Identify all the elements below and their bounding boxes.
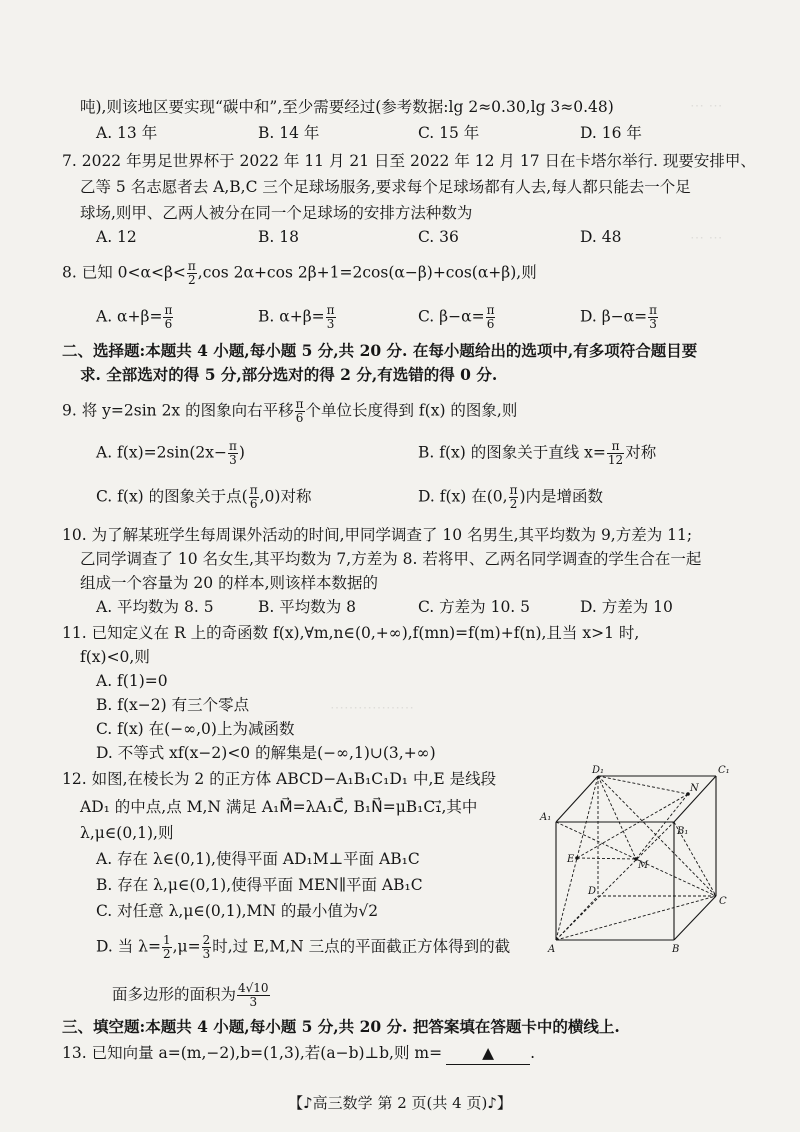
line-a-c — [556, 896, 716, 940]
q8-option-a — [96, 304, 174, 331]
opt-pre: B. f(x) 的图象关于直线 x= — [418, 443, 606, 462]
frac-den: 3 — [202, 947, 211, 961]
opt-pre: D. 当 λ= — [96, 937, 161, 956]
q9-stem-post: 个单位长度得到 f(x) 的图象,则 — [305, 401, 518, 420]
q11-line-2: f(x)<0,则 — [80, 648, 150, 666]
opt-pre: B. α+β= — [258, 307, 325, 326]
label-e: E — [567, 854, 575, 865]
q13-stem — [62, 1042, 535, 1065]
label-b: B — [672, 944, 680, 955]
q7-line-3: 球场,则甲、乙两人被分在同一个足球场的安排方法种数为 — [80, 204, 473, 222]
opt-pre: D. β−α= — [580, 307, 648, 326]
q7-option-c: C. 36 — [418, 228, 459, 246]
q6-option-a: A. 13 年 — [96, 124, 158, 142]
opt-fraction — [648, 304, 658, 331]
page-footer: 【♪高三数学 第 2 页(共 4 页)♪】 — [288, 1094, 512, 1112]
q12-option-c: C. 对任意 λ,μ∈(0,1),MN 的最小值为√2 — [96, 902, 379, 920]
frac-num: π — [164, 303, 173, 317]
opt-fraction-lambda — [162, 934, 172, 961]
q7-option-d: D. 48 — [580, 228, 622, 246]
line-e-m — [577, 858, 636, 859]
opt-fraction — [249, 484, 259, 511]
opt-fraction — [163, 304, 173, 331]
q10-option-a: A. 平均数为 8. 5 — [96, 598, 214, 616]
frac-den: 3 — [649, 317, 657, 331]
frac-den: 3 — [249, 995, 258, 1009]
frac-num: 1 — [162, 933, 171, 947]
label-d1: D₁ — [592, 765, 605, 776]
label-m: M — [638, 860, 649, 871]
q9-option-b — [418, 440, 656, 467]
q7-line-1: 7. 2022 年男足世界杯于 2022 年 11 月 21 日至 2022 年 12 月 17 日在卡塔尔举行. 现要安排甲、 — [62, 152, 756, 170]
q9-fraction — [295, 398, 305, 425]
line-d1-c — [598, 776, 716, 896]
q10-option-d: D. 方差为 10 — [580, 598, 673, 616]
opt-post: 时,过 E,M,N 三点的平面截正方体得到的截 — [212, 937, 511, 956]
opt-pre: 面多边形的面积为 — [112, 985, 237, 1004]
label-a: A — [548, 944, 556, 955]
label-b1: B₁ — [677, 826, 689, 837]
opt-post: 对称 — [625, 443, 657, 462]
cube-figure — [538, 764, 734, 964]
opt-fraction — [486, 304, 496, 331]
label-n: N — [690, 783, 699, 794]
frac-num: π — [295, 397, 304, 411]
frac-den: 12 — [607, 453, 624, 467]
q11-option-b: B. f(x−2) 有三个零点 — [96, 696, 250, 714]
frac-num: π — [326, 303, 335, 317]
q11-option-c: C. f(x) 在(−∞,0)上为减函数 — [96, 720, 295, 738]
line-e-n — [577, 794, 688, 858]
opt-fraction — [326, 304, 336, 331]
q12-line-3: λ,μ∈(0,1),则 — [80, 824, 174, 842]
frac-num: π — [249, 483, 258, 497]
q12-line-1: 12. 如图,在棱长为 2 的正方体 ABCD−A₁B₁C₁D₁ 中,E 是线段 — [62, 770, 497, 788]
frac-den: 2 — [188, 273, 196, 287]
q6-text: 吨),则该地区要实现“碳中和”,至少需要经过(参考数据:lg 2≈0.30,lg 3≈0.48) — [80, 98, 614, 116]
bleed-through: ⋯ ⋯ — [690, 98, 723, 114]
q9-option-c — [96, 484, 311, 511]
frac-num: 2 — [202, 933, 211, 947]
q12-option-d — [96, 934, 510, 961]
frac-den: 2 — [509, 497, 518, 511]
edge-b-c — [674, 896, 716, 940]
q6-option-b: B. 14 年 — [258, 124, 320, 142]
q8-stem-post: ,cos 2α+cos 2β+1=2cos(α−β)+cos(α+β),则 — [197, 263, 537, 282]
section3-heading: 三、填空题:本题共 4 小题,每小题 5 分,共 20 分. 把答案填在答题卡中的横线上. — [62, 1017, 620, 1036]
q8-fraction — [187, 260, 197, 287]
q11-option-d: D. 不等式 xf(x−2)<0 的解集是(−∞,1)∪(3,+∞) — [96, 744, 436, 762]
q11-option-a: A. f(1)=0 — [96, 672, 168, 690]
bleed-through: ⋯ ⋯ — [690, 230, 723, 246]
label-a1: A₁ — [540, 812, 552, 823]
q9-option-d — [418, 484, 603, 511]
opt-fraction-mu — [202, 934, 212, 961]
opt-pre: D. f(x) 在(0, — [418, 487, 508, 506]
q7-option-b: B. 18 — [258, 228, 299, 246]
q10-line-2: 乙同学调查了 10 名女生,其平均数为 7,方差为 8. 若将甲、乙两名同学调查的学生合在一起 — [80, 550, 702, 568]
q6-option-c: C. 15 年 — [418, 124, 480, 142]
opt-pre: A. α+β= — [96, 307, 163, 326]
frac-den: 3 — [229, 453, 237, 467]
opt-fraction — [228, 440, 238, 467]
q10-line-3: 组成一个容量为 20 的样本,则该样本数据的 — [80, 574, 379, 592]
opt-fraction — [509, 484, 519, 511]
section2-heading-line-1: 二、选择题:本题共 4 小题,每小题 5 分,共 20 分. 在每小题给出的选项中,有多项符合题目要 — [62, 341, 698, 360]
frac-den: 3 — [326, 317, 335, 331]
opt-post: )内是增函数 — [519, 487, 604, 506]
q7-option-a: A. 12 — [96, 228, 137, 246]
frac-den: 2 — [162, 947, 171, 961]
opt-fraction — [607, 440, 624, 467]
label-c1: C₁ — [718, 765, 730, 776]
label-d: D — [588, 886, 597, 897]
opt-pre: C. β−α= — [418, 307, 485, 326]
frac-num: π — [229, 439, 237, 453]
q10-option-c: C. 方差为 10. 5 — [418, 598, 531, 616]
opt-post: ) — [238, 443, 245, 462]
q13-stem-pre: 13. 已知向量 a=(m,−2),b=(1,3),若(a−b)⊥b,则 m= — [62, 1044, 443, 1062]
frac-num: π — [607, 440, 624, 454]
point-e — [575, 856, 579, 860]
opt-post: ,0)对称 — [259, 487, 312, 506]
line-a-b1 — [556, 822, 674, 940]
frac-num: 4√10 — [238, 981, 269, 995]
q10-option-b: B. 平均数为 8 — [258, 598, 357, 616]
opt-mid: ,μ= — [172, 937, 201, 956]
frac-num: π — [187, 259, 196, 273]
section2-heading-line-2: 求. 全部选对的得 5 分,部分选对的得 2 分,有选错的得 0 分. — [80, 365, 498, 384]
q13-stem-post: . — [530, 1044, 536, 1062]
q9-stem — [62, 398, 517, 425]
q10-line-1: 10. 为了解某班学生每周课外活动的时间,甲同学调查了 10 名男生,其平均数为 9,方差为 11; — [62, 526, 693, 544]
frac-den: 6 — [295, 411, 304, 425]
q12-option-b: B. 存在 λ,μ∈(0,1),使得平面 MEN∥平面 AB₁C — [96, 876, 423, 894]
q8-stem-pre: 8. 已知 0<α<β< — [62, 263, 186, 282]
frac-num: π — [649, 303, 658, 317]
frac-den: 6 — [164, 317, 173, 331]
bleed-through: ⋯⋯⋯⋯⋯⋯ — [330, 700, 414, 716]
q8-option-c — [418, 304, 496, 331]
q9-option-a — [96, 440, 245, 467]
opt-pre: A. f(x)=2sin(2x− — [96, 443, 228, 462]
q13-answer-blank: ▲ — [446, 1042, 530, 1065]
q12-option-d-line-2 — [112, 982, 271, 1009]
frac-num: π — [486, 303, 495, 317]
label-c: C — [719, 896, 727, 907]
q8-option-b — [258, 304, 337, 331]
q7-line-2: 乙等 5 名志愿者去 A,B,C 三个足球场服务,要求每个足球场都有人去,每人都只能去一个足 — [80, 178, 691, 196]
q11-line-1: 11. 已知定义在 R 上的奇函数 f(x),∀m,n∈(0,+∞),f(mn)=f(m)+f(n),且当 x>1 时, — [62, 624, 640, 642]
edge-a-d-hidden — [556, 896, 598, 940]
frac-den: 6 — [249, 497, 258, 511]
line-d1-n — [598, 776, 688, 794]
opt-fraction-area — [237, 982, 270, 1009]
q6-option-d: D. 16 年 — [580, 124, 642, 142]
q8-option-d — [580, 304, 659, 331]
line-d1-m — [598, 776, 636, 859]
q9-stem-pre: 9. 将 y=2sin 2x 的图象向右平移 — [62, 401, 294, 420]
q12-option-a: A. 存在 λ∈(0,1),使得平面 AD₁M⊥平面 AB₁C — [96, 850, 420, 868]
q12-line-2: AD₁ 的中点,点 M,N 满足 A₁M⃗=λA₁C⃗, B₁N⃗=μB₁C₁⃗,其中 — [80, 798, 478, 816]
opt-pre: C. f(x) 的图象关于点( — [96, 487, 248, 506]
frac-num: π — [509, 483, 518, 497]
frac-den: 6 — [486, 317, 495, 331]
q8-stem — [62, 260, 537, 287]
